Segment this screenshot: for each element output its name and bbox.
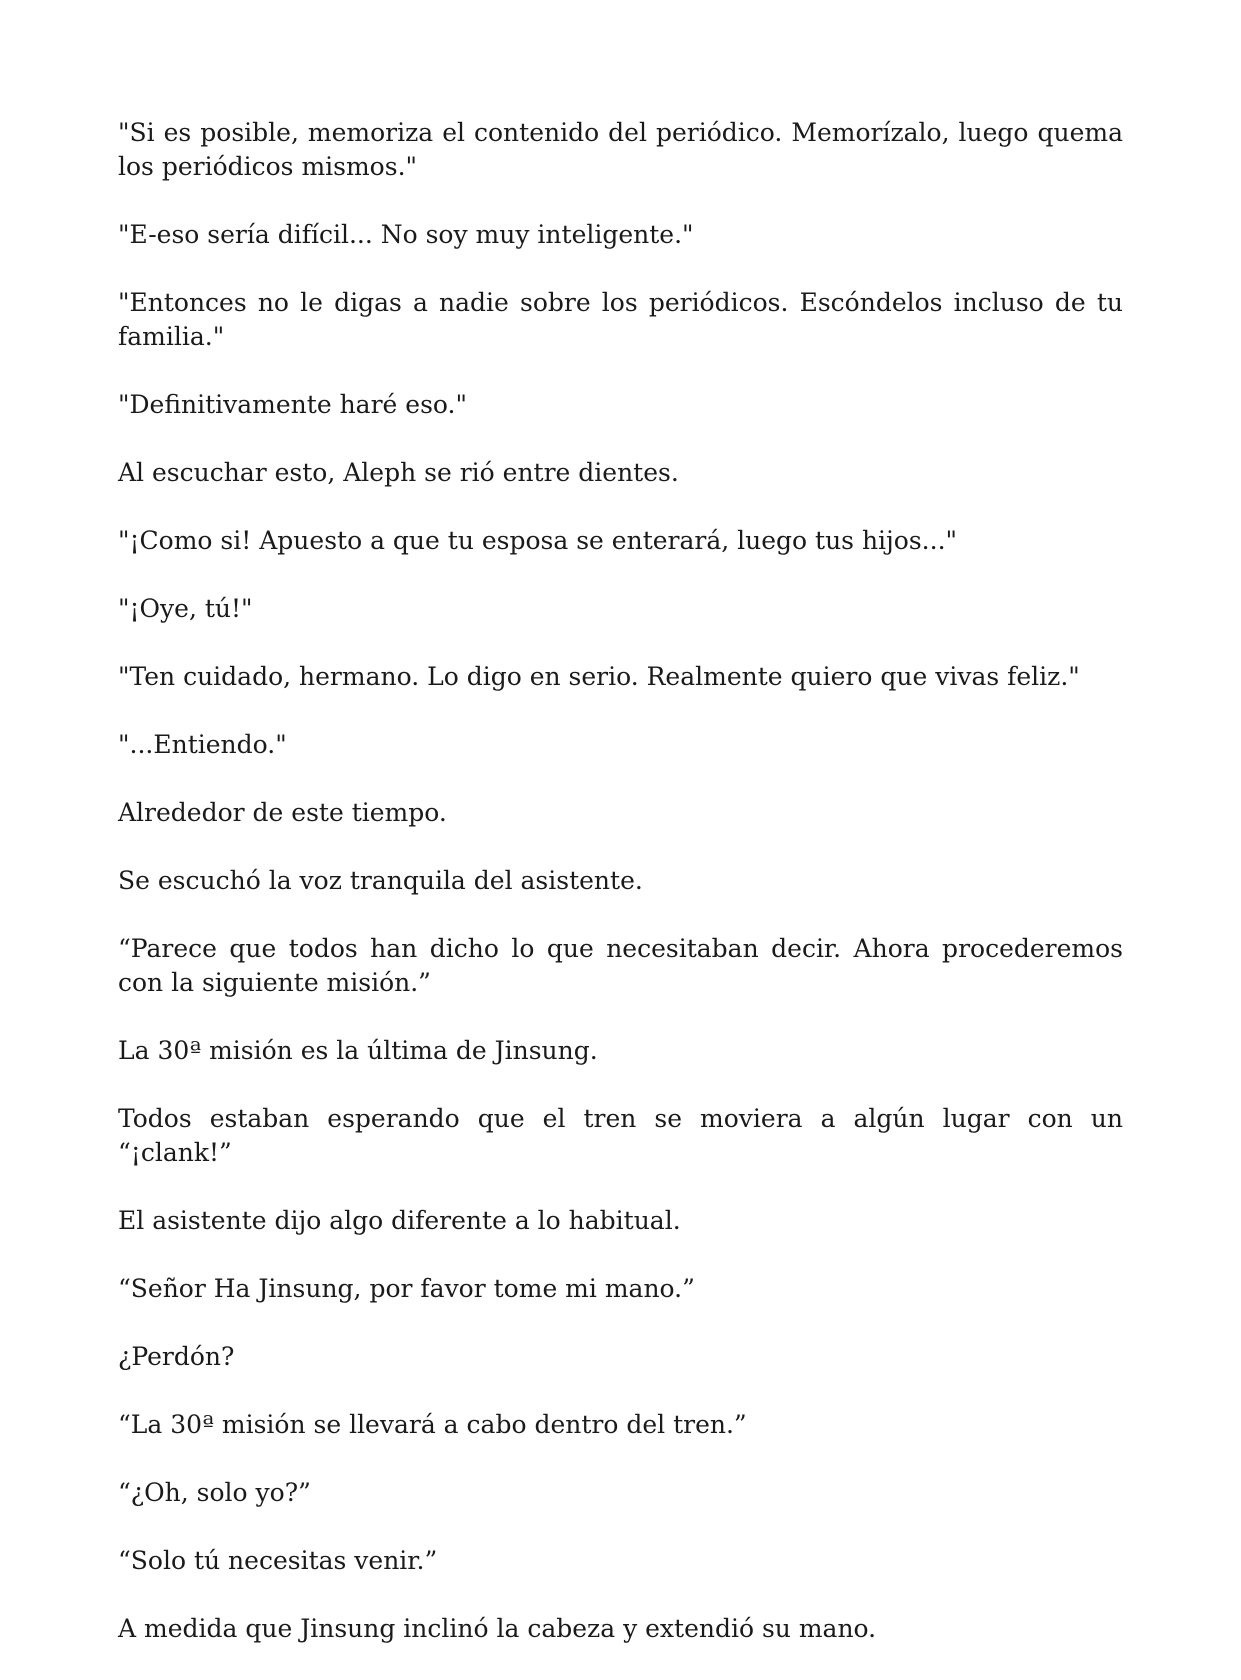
paragraph: "¡Oye, tú!" <box>118 594 253 623</box>
paragraph: "¡Como si! Apuesto a que tu esposa se enterará, luego tus hijos..." <box>118 526 958 555</box>
paragraph: "...Entiendo." <box>118 730 287 759</box>
paragraph: Al escuchar esto, Aleph se rió entre dientes. <box>118 458 679 487</box>
paragraph: Se escuchó la voz tranquila del asistente. <box>118 866 643 895</box>
paragraph: “Parece que todos han dicho lo que necesitaban decir. Ahora procederemos con la siguiente misión.” <box>118 934 1123 997</box>
document-body <box>118 116 1123 1680</box>
paragraph: ¿Perdón? <box>118 1342 235 1371</box>
paragraph: Alrededor de este tiempo. <box>118 798 447 827</box>
paragraph: “La 30ª misión se llevará a cabo dentro del tren.” <box>118 1410 747 1439</box>
paragraph: "Entonces no le digas a nadie sobre los periódicos. Escóndelos incluso de tu familia." <box>118 288 1123 351</box>
paragraph: El asistente dijo algo diferente a lo habitual. <box>118 1206 681 1235</box>
paragraph: “¿Oh, solo yo?” <box>118 1478 311 1507</box>
paragraph: "Si es posible, memoriza el contenido del periódico. Memorízalo, luego quema los periódicos mismos." <box>118 118 1123 181</box>
paragraph: “Señor Ha Jinsung, por favor tome mi mano.” <box>118 1274 695 1303</box>
paragraph: Todos estaban esperando que el tren se moviera a algún lugar con un “¡clank!” <box>118 1104 1123 1167</box>
paragraph: "E-eso sería difícil... No soy muy inteligente." <box>118 220 694 249</box>
paragraph: A medida que Jinsung inclinó la cabeza y extendió su mano. <box>118 1614 877 1643</box>
paragraph: "Definitivamente haré eso." <box>118 390 467 419</box>
paragraph: La 30ª misión es la última de Jinsung. <box>118 1036 598 1065</box>
paragraph: “Solo tú necesitas venir.” <box>118 1546 438 1575</box>
paragraph: "Ten cuidado, hermano. Lo digo en serio. Realmente quiero que vivas feliz." <box>118 662 1080 691</box>
